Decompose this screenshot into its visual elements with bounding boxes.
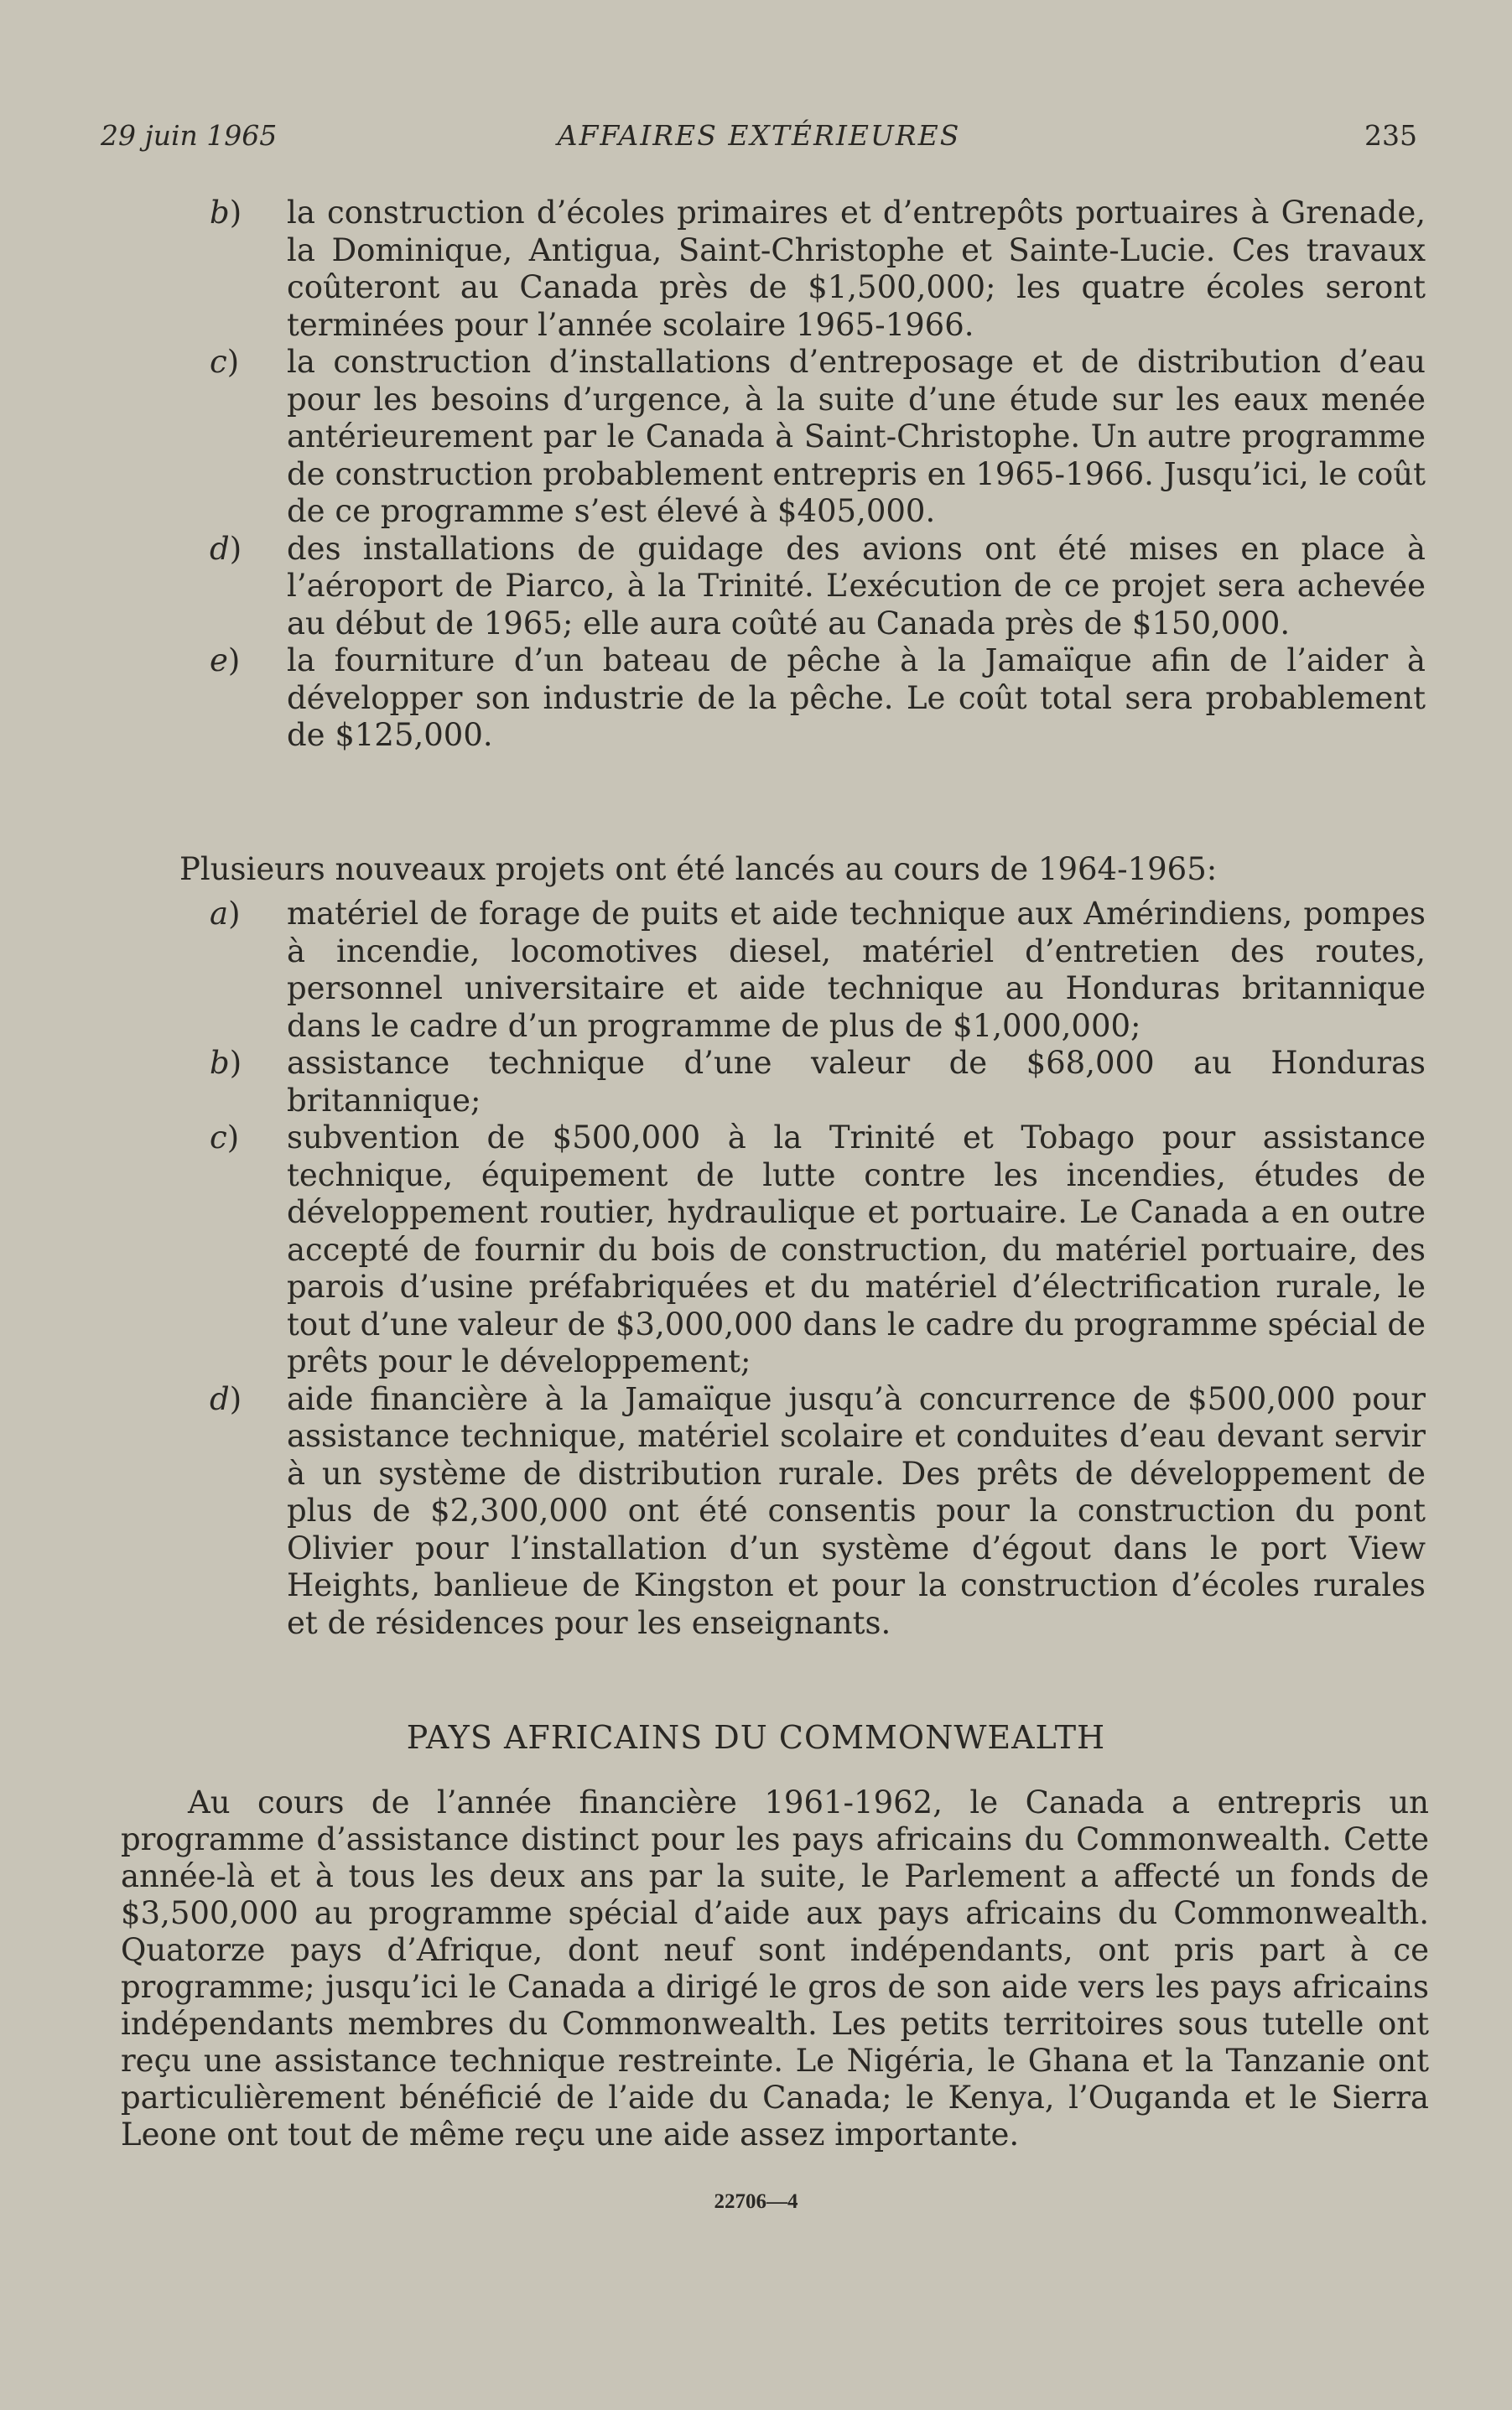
signature-mark: 22706—4 [714, 2190, 798, 2213]
list-marker: e) [210, 642, 241, 678]
list-marker: b) [210, 195, 242, 231]
list-item-text: la construction d’écoles primaires et d’entrepôts portuaires à Grenade, la Dominique, Antigua, Saint-Christophe et Sainte-Lucie. Ces travaux coûteront au Canada près de $1,500,000; les quatre écoles seront terminées pour l’année scolaire 1965-1966. [287, 195, 1426, 343]
list-marker: d) [210, 530, 242, 567]
list-item [184, 1045, 1426, 1119]
section-paragraph: Au cours de l’année financière 1961-1962, le Canada a entrepris un programme d’assistance distinct pour les pays africains du Commonwealth. Cette année-là et à tous les deux ans par la suite, le Parlement a affecté un fonds de $3,500,000 au programme spécial d’aide aux pays africains du Commonwealth. Quatorze pays d’Afrique, dont neuf sont indépendants, ont pris part à ce programme; jusqu’ici le Canada a dirigé le gros de son aide vers les pays africains indépendants membres du Commonwealth. Les petits territoires sous tutelle ont reçu une assistance technique restreinte. Le Nigéria, le Ghana et la Tanzanie ont particulièrement bénéficié de l’aide du Canada; le Kenya, l’Ouganda et le Sierra Leone ont tout de même reçu une aide assez importante. [121, 1784, 1429, 2153]
list-item-text: des installations de guidage des avions ont été mises en place à l’aéroport de Piarco, à la Trinité. L’exécution de ce projet sera achevée au début de 1965; elle aura coûté au Canada près de $150,000. [287, 530, 1426, 641]
list-item-text: la construction d’installations d’entreposage et de distribution d’eau pour les besoins d’urgence, à la suite d’une étude sur les eaux menée antérieurement par le Canada à Saint-Christophe. Un autre programme de construction probablement entrepris en 1965-1966. Jusqu’ici, le coût de ce programme s’est élevé à $405,000. [287, 344, 1426, 529]
list-item-text: la fourniture d’un bateau de pêche à la Jamaïque afin de l’aider à développer son industrie de la pêche. Le coût total sera probablement de $125,000. [287, 642, 1426, 753]
header-title: AFFAIRES EXTÉRIEURES [557, 119, 961, 152]
list-marker: c) [210, 344, 240, 380]
list-item [184, 1381, 1426, 1643]
list-marker: d) [210, 1380, 242, 1417]
list-marker: a) [210, 896, 241, 932]
running-header [101, 119, 1417, 161]
list-item [184, 642, 1426, 755]
list-item [184, 344, 1426, 531]
list-item [184, 1119, 1426, 1381]
list-item [184, 896, 1426, 1045]
list-marker: c) [210, 1119, 240, 1156]
page-number: 235 [1364, 119, 1417, 152]
list-item [184, 531, 1426, 643]
list-item-text: aide financière à la Jamaïque jusqu’à concurrence de $500,000 pour assistance technique, matériel scolaire et conduites d’eau devant servir à un système de distribution rurale. Des prêts de développement de plus de $2,300,000 ont été consentis pour la construction du pont Olivier pour l’installation d’un système d’égout dans le port View Heights, banlieue de Kingston et pour la construction d’écoles rurales et de résidences pour les enseignants. [287, 1380, 1426, 1641]
header-date: 29 juin 1965 [101, 119, 278, 152]
new-projects-intro: Plusieurs nouveaux projets ont été lancés au cours de 1964-1965: [179, 851, 1218, 887]
list-item-text: matériel de forage de puits et aide technique aux Amérindiens, pompes à incendie, locomotives diesel, matériel d’entretien des routes, personnel universitaire et aide technique au Honduras britannique dans le cadre d’un programme de plus de $1,000,000; [287, 896, 1426, 1044]
list-item-text: assistance technique d’une valeur de $68,000 au Honduras britannique; [287, 1045, 1426, 1119]
section-heading: PAYS AFRICAINS DU COMMONWEALTH [406, 1719, 1106, 1756]
list-item [184, 195, 1426, 344]
project-list-continued [184, 195, 1426, 755]
new-projects-list [184, 896, 1426, 1642]
list-item-text: subvention de $500,000 à la Trinité et Tobago pour assistance technique, équipement de lutte contre les incendies, études de développement routier, hydraulique et portuaire. Le Canada a en outre accepté de fournir du bois de construction, du matériel portuaire, des parois d’usine préfabriquées et du matériel d’électrification rurale, le tout d’une valeur de $3,000,000 dans le cadre du programme spécial de prêts pour le développement; [287, 1119, 1426, 1379]
list-marker: b) [210, 1045, 242, 1081]
